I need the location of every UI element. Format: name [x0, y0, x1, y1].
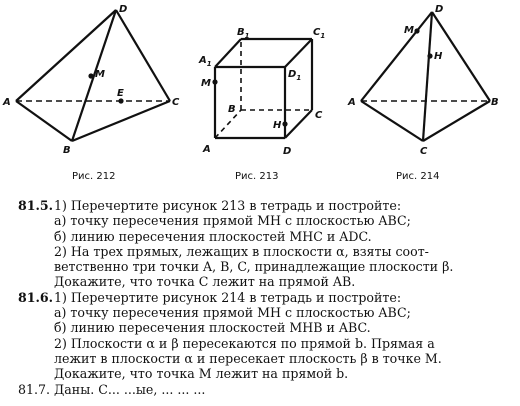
point-M — [414, 28, 419, 33]
edge-A1B1 — [215, 39, 241, 67]
point-M — [88, 73, 93, 78]
label-B1: $B_1$ — [237, 27, 250, 40]
label-C: C — [420, 146, 428, 157]
label-H: H — [434, 51, 443, 62]
problem-81-5-line-4: 2) На трех прямых, лежащих в плоскости α, взяты соот- — [54, 243, 429, 259]
figure-212-drawing — [0, 0, 190, 170]
problem-81-5-line-5: ветственно три точки A, B, C, принадлежащие плоскости β. — [54, 259, 454, 275]
problem-number: 81.5. — [18, 198, 54, 213]
label-M: M — [201, 78, 211, 89]
figure-212 — [0, 0, 190, 170]
caption-212: Рис. 212 — [72, 171, 116, 182]
edge-D1C1 — [285, 39, 312, 67]
problem-81-6-line-4: 2) Плоскости α и β пересекаются по прямой b. Прямая a — [54, 335, 435, 351]
edge-AB — [16, 101, 72, 141]
edge-DC — [285, 110, 312, 138]
caption-214: Рис. 214 — [396, 171, 440, 182]
problems-text — [18, 198, 515, 397]
label-A1: $A_1$ — [199, 55, 212, 68]
problem-number: 81.6. — [18, 289, 54, 305]
point-H — [427, 53, 432, 58]
edge-CB — [423, 101, 490, 141]
problem-81-6-line-3: б) линию пересечения плоскостей MHB и ABC. — [54, 320, 371, 336]
problem-81-6-line-6: Докажите, что точка M лежит на прямой b. — [54, 366, 349, 382]
label-D: D — [435, 4, 444, 15]
problem-81-5-line-2: а) точку пересечения прямой MH с плоскостью ABC; — [54, 213, 411, 229]
label-B: B — [63, 145, 71, 156]
edge-AD — [361, 12, 432, 101]
edge-BC — [72, 101, 170, 141]
label-B: B — [228, 104, 236, 115]
label-C1: $C_1$ — [313, 27, 326, 40]
cutoff-next-problem-line: 81.7. Даны. С... ...ые, ... ... ... — [18, 381, 206, 397]
label-E: E — [117, 88, 124, 99]
figure-214-drawing — [340, 0, 520, 170]
label-H: H — [273, 120, 282, 131]
problem-81-6-line-2: а) точку пересечения прямой MH с плоскостью ABC; — [54, 305, 411, 321]
label-D: D — [283, 146, 292, 157]
problem-81-5-line-1: 81.5.1) Перечертите рисунок 213 в тетрадь и постройте: — [18, 198, 402, 213]
problem-81-6-line-5: лежит в плоскости α и пересекает плоскость β в точке M. — [54, 350, 442, 366]
edge-AC — [361, 101, 423, 141]
label-M: M — [404, 25, 414, 36]
problem-81-6-line-1: 81.6.1) Перечертите рисунок 214 в тетрадь и постройте: — [18, 289, 402, 305]
figure-214 — [340, 0, 520, 170]
label-A: A — [203, 144, 211, 155]
label-B: B — [491, 97, 499, 108]
label-D1: $D_1$ — [288, 69, 302, 82]
figure-213 — [195, 0, 330, 170]
caption-213: Рис. 213 — [235, 171, 279, 182]
label-A: A — [3, 97, 11, 108]
label-C: C — [172, 97, 180, 108]
point-M — [212, 79, 217, 84]
label-C: C — [315, 110, 323, 121]
edge-DC — [116, 10, 170, 101]
problem-81-5-line-6: Докажите, что точка C лежит на прямой AB. — [54, 274, 356, 290]
point-E — [118, 98, 123, 103]
figure-213-drawing — [195, 0, 330, 170]
label-A: A — [348, 97, 356, 108]
problem-81-5-line-3: б) линию пересечения плоскостей MHC и ADC. — [54, 228, 372, 244]
point-H — [282, 121, 287, 126]
edge-CD — [423, 12, 432, 141]
label-M: M — [95, 69, 105, 80]
label-D: D — [119, 4, 128, 15]
